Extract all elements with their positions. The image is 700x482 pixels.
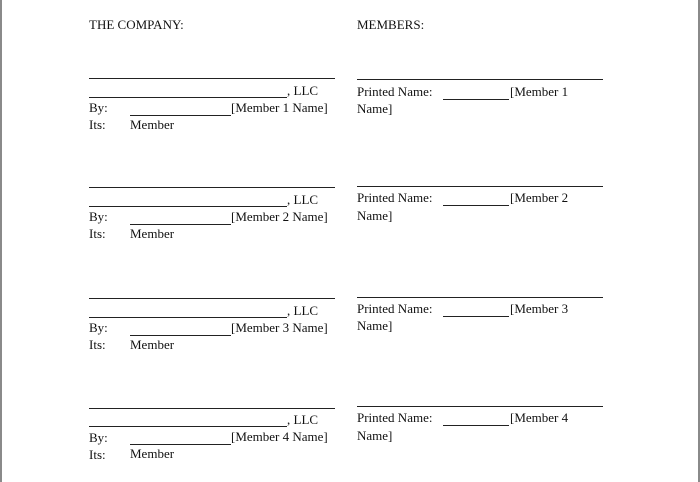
- by-label: By:: [89, 100, 108, 115]
- its-value: Member: [130, 446, 175, 461]
- llc-suffix: , LLC: [287, 412, 319, 427]
- its-label: Its:: [89, 226, 106, 241]
- llc-suffix: , LLC: [287, 83, 319, 98]
- by-name-line: [130, 444, 231, 445]
- member-placeholder-line2: Name]: [357, 318, 393, 333]
- its-value: Member: [130, 337, 175, 352]
- member-signature-line: [357, 297, 603, 298]
- member-placeholder-line1: [Member 3: [510, 301, 569, 316]
- printed-name-label: Printed Name:: [357, 190, 433, 205]
- printed-name-label: Printed Name:: [357, 410, 433, 425]
- llc-name-line: [89, 317, 287, 318]
- member-placeholder-line1: [Member 1: [510, 84, 569, 99]
- printed-name-line: [443, 99, 509, 100]
- its-label: Its:: [89, 117, 106, 132]
- member-placeholder-line1: [Member 2: [510, 190, 569, 205]
- company-heading: THE COMPANY:: [89, 17, 184, 32]
- signature-block-3: [0, 220, 700, 352]
- its-value: Member: [130, 226, 175, 241]
- member-signature-line: [357, 406, 603, 407]
- by-member-name: [Member 3 Name]: [231, 320, 328, 335]
- by-label: By:: [89, 320, 108, 335]
- its-label: Its:: [89, 447, 106, 462]
- its-value: Member: [130, 117, 175, 132]
- printed-name-label: Printed Name:: [357, 84, 433, 99]
- member-signature-line: [357, 186, 603, 187]
- signature-block-4: [0, 330, 700, 462]
- printed-name-line: [443, 205, 509, 206]
- by-member-name: [Member 2 Name]: [231, 209, 328, 224]
- signature-block-1: [0, 0, 700, 132]
- company-signature-line: [89, 298, 335, 299]
- by-member-name: [Member 4 Name]: [231, 429, 328, 444]
- llc-suffix: , LLC: [287, 303, 319, 318]
- its-label: Its:: [89, 337, 106, 352]
- printed-name-line: [443, 425, 509, 426]
- company-signature-line: [89, 408, 335, 409]
- member-placeholder-line2: Name]: [357, 428, 393, 443]
- llc-name-line: [89, 426, 287, 427]
- llc-name-line: [89, 206, 287, 207]
- by-label: By:: [89, 209, 108, 224]
- printed-name-label: Printed Name:: [357, 301, 433, 316]
- members-heading: MEMBERS:: [357, 17, 425, 32]
- member-placeholder-line1: [Member 4: [510, 410, 569, 425]
- member-placeholder-line2: Name]: [357, 208, 393, 223]
- company-signature-line: [89, 187, 335, 188]
- llc-name-line: [89, 97, 287, 98]
- by-label: By:: [89, 430, 108, 445]
- llc-suffix: , LLC: [287, 192, 319, 207]
- member-signature-line: [357, 79, 603, 80]
- by-member-name: [Member 1 Name]: [231, 100, 328, 115]
- member-placeholder-line2: Name]: [357, 101, 393, 116]
- printed-name-line: [443, 316, 509, 317]
- signature-block-2: [0, 109, 700, 241]
- company-signature-line: [89, 78, 335, 79]
